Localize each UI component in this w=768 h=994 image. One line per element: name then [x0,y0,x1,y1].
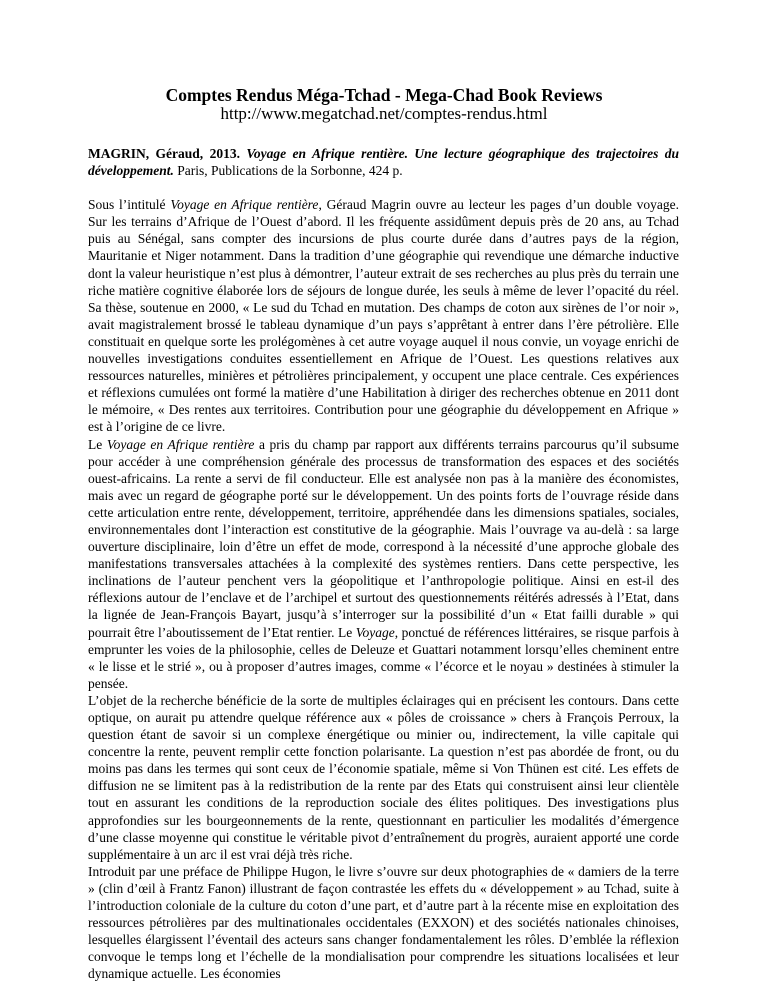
paragraph: Introduit par une préface de Philippe Hugon, le livre s’ouvre sur deux photographies de « damiers de la terre » (clin d’œil à Frantz Fanon) illustrant de façon contrastée les effets du « développement » au Tchad, suite à l’introduction coloniale de la culture du coton d’une part, et d’autre part à la récente mise en exploitation des ressources pétrolières par des multinationales occidentales (EXXON) et des sociétés nationales chinoises, lesquelles élargissent l’éventail des acteurs sans changer fondamentalement les rôles. D’emblée la réflexion convoque le temps long et l’échelle de la mondialisation pour comprendre les situations localisées et leur dynamique actuelle. Les économies [88,863,679,982]
site-url: http://www.megatchad.net/comptes-rendus.html [220,104,548,123]
book-title-italic: Voyage [355,624,395,640]
paragraph [88,436,679,692]
reference-author: MAGRIN, Géraud, 2013. [88,146,240,161]
review-body [88,128,679,983]
page-title: Comptes Rendus Méga-Tchad - Mega-Chad Book Reviews [165,85,603,105]
text-run: , ponctué de références littéraires, se risque parfois à emprunter les voies de la philosophie, celles de Deleuze et Guattari notamment lorsqu’elles cheminent entre « le lisse et le strié », ou à proposer d’autres images, comme « l’écorce et le noyau » destinées à stimuler la pensée. [88,624,679,691]
reference-book-title: Voyage en Afrique rentière. Une lecture géographique des trajectoires du développement. [88,146,680,179]
text-run: a pris du champ par rapport aux différents terrains parcourus qu’il subsume pour accéder à une compréhension générale des processus de transformation des espaces et des sociétés ouest-africains. La rente a servi de fil conducteur. Elle est analysée non pas à la manière des économistes, mais avec un regard de géographe porté sur le développement. Un des points forts de l’ouvrage réside dans cette articulation entre rente, développement, territoire, appréhendée dans les dimensions spatiales, sociales, environnementales dont l’interaction est constitutive de la géographie. Mais l’ouvrage va au-delà : sa large ouverture disciplinaire, loin d’être un effet de mode, correspond à la nécessité d’une approche globale des manifestations transversales attachées à la complexité des systèmes rentiers. Dans cette perspective, les inclinations de l’auteur penchent vers la géopolitique et l’anthropologie politique. Ainsi en est-il des réflexions autour de l’enclave et de l’archipel et surtout des questionnements réitérés adressés à l’Etat, dans la lignée de Jean-François Bayart, jusqu’à s’interroger sur la possibilité d’un « Etat failli durable » qui pourrait être l’aboutissement de l’Etat rentier. Le [88,436,679,640]
text-run: Sous l’intitulé [88,197,171,213]
book-title-italic: Voyage en Afrique rentière [106,436,255,452]
text-run: Le [88,436,107,452]
text-run: , Géraud Magrin ouvre au lecteur les pages d’un double voyage. Sur les terrains d’Afrique de l’Ouest d’abord. Il les fréquente assidûment depuis près de 20 ans, au Tchad puis au Sénégal, sans compter des incursions de plus courte durée dans d’autres pays de la région, Mauritanie et Niger notamment. Dans la tradition d’une géographie qui revendique une démarche inductive dont la valeur heuristique n’est plus à démontrer, l’auteur extrait de ses recherches au plus près du terrain une riche matière cognitive élaborée lors de séjours de longue durée, les seuls à même de lever l’opacité du réel. Sa thèse, soutenue en 2000, « Le sud du Tchad en mutation. Des champs de coton aux sirènes de l’or noir », avait magistralement brossé le tableau dynamique d’un pays s’apprêtant à entrer dans l’ère pétrolière. Elle constituait en quelque sorte les prolégomènes à cet autre voyage auquel il nous convie, un voyage enrichi de nouvelles investigations conduites essentiellement en Afrique de l’Ouest. Les questions relatives aux ressources naturelles, minières et pétrolières principalement, y occupent une place centrale. Ces expériences et réflexions cumulées ont formé la matière d’une Habilitation à diriger des recherches obtenue en 2011 dont le mémoire, « Des rentes aux territoires. Contribution pour une géographie du développement en Afrique » est à l’origine de ce livre. [88,197,679,435]
paragraph: L’objet de la recherche bénéficie de la sorte de multiples éclairages qui en précisent les contours. Dans cette optique, on aurait pu attendre quelque référence aux « pôles de croissance » chers à François Perroux, la question étant de savoir si un complexe énergétique ou minier ou, indirectement, la ville capitale qui concentre la rente, peuvent remplir cette fonction polarisante. La question n’est pas abordée de front, ou du moins pas dans les termes qui sont ceux de l’économie spatiale, même si Von Thünen est cité. Les effets de diffusion ne se limitent pas à la redistribution de la rente par des Etats qui construisent ainsi leur clientèle tout en assurant les conditions de la reproduction sociale des élites politiques. Des investigations plus approfondies sur les bourgeonnements de la rente, questionnant en particulier les modalités d’émergence d’une classe moyenne qui constitue le véritable pivot d’entraînement du progrès, auraient apporté une corde supplémentaire à un arc il est vrai déjà très riche. [88,692,679,862]
reference-publisher: Paris, Publications de la Sorbonne, 424 p. [177,163,403,179]
book-reference [88,145,679,179]
paragraph [88,196,679,435]
book-title-italic: Voyage en Afrique rentière [170,197,319,213]
